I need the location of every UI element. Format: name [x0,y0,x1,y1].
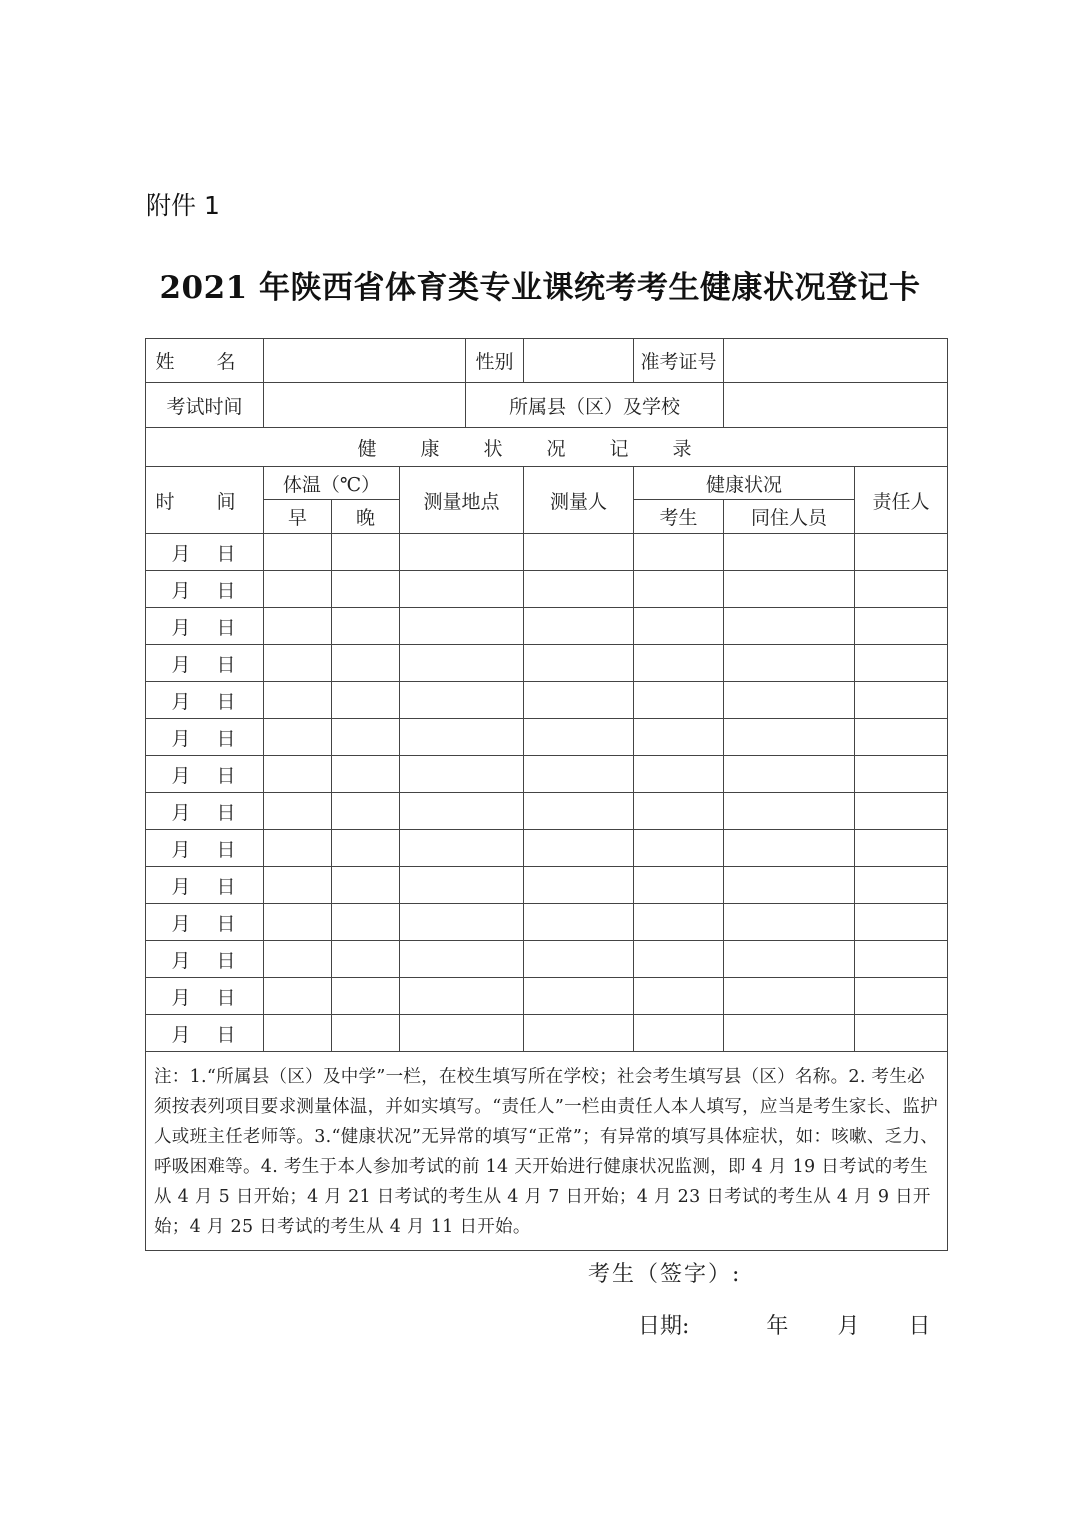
record-responsible-cell[interactable] [855,756,948,793]
record-morning-temp-cell[interactable] [264,830,332,867]
record-morning-temp-cell[interactable] [264,645,332,682]
signature-label: 考生（签字）: [588,1262,742,1287]
record-candidate-status-cell[interactable] [634,756,724,793]
record-morning-temp-cell[interactable] [264,534,332,571]
record-row [146,682,948,719]
record-responsible-cell[interactable] [855,867,948,904]
record-candidate-status-cell[interactable] [634,1015,724,1052]
record-row [146,978,948,1015]
record-cohabitants-status-cell[interactable] [724,534,855,571]
exam-time-label: 考试时间 [146,383,264,428]
record-day-label: 日 [216,986,238,1009]
signature-date [638,1309,930,1340]
record-candidate-status-cell[interactable] [634,904,724,941]
record-cohabitants-status-cell[interactable] [724,719,855,756]
record-cohabitants-status-cell[interactable] [724,941,855,978]
record-row [146,571,948,608]
gender-label: 性别 [466,339,524,383]
record-row [146,830,948,867]
record-responsible-cell[interactable] [855,978,948,1015]
record-month-label: 月 [171,653,193,676]
record-heading-row [146,428,948,467]
record-day-label: 日 [216,875,238,898]
col-measurer-header: 测量人 [524,467,634,534]
record-day-label: 日 [216,727,238,750]
note-row [146,1052,948,1251]
record-candidate-status-cell[interactable] [634,682,724,719]
record-measurer-cell[interactable] [524,571,634,608]
record-measurer-cell[interactable] [524,830,634,867]
gender-field[interactable] [524,339,634,383]
attachment-label: 附件 1 [146,191,220,220]
record-responsible-cell[interactable] [855,645,948,682]
record-month-label: 月 [171,616,193,639]
ticket-field[interactable] [724,339,948,383]
record-candidate-status-cell[interactable] [634,645,724,682]
record-month-label: 月 [171,542,193,565]
record-candidate-status-cell[interactable] [634,534,724,571]
record-responsible-cell[interactable] [855,534,948,571]
record-evening-temp-cell[interactable] [332,867,400,904]
record-month-label: 月 [171,1023,193,1046]
name-field[interactable] [264,339,466,383]
record-responsible-cell[interactable] [855,608,948,645]
county-school-field[interactable] [724,383,948,428]
record-month-label: 月 [171,912,193,935]
col-health-status-header: 健康状况 [634,467,855,500]
record-measurer-cell[interactable] [524,904,634,941]
record-month-label: 月 [171,986,193,1009]
record-location-cell[interactable] [400,682,524,719]
record-day-label: 日 [216,912,238,935]
record-responsible-cell[interactable] [855,571,948,608]
record-location-cell[interactable] [400,904,524,941]
record-location-cell[interactable] [400,756,524,793]
record-location-cell[interactable] [400,1015,524,1052]
record-month-label: 月 [171,801,193,824]
record-location-cell[interactable] [400,534,524,571]
record-location-cell[interactable] [400,941,524,978]
record-responsible-cell[interactable] [855,904,948,941]
date-day: 日 [908,1314,931,1339]
record-candidate-status-cell[interactable] [634,830,724,867]
header-row-1 [146,467,948,500]
date-year: 年 [766,1314,789,1339]
record-cohabitants-status-cell[interactable] [724,793,855,830]
record-measurer-cell[interactable] [524,719,634,756]
record-responsible-cell[interactable] [855,941,948,978]
record-location-cell[interactable] [400,978,524,1015]
record-candidate-status-cell[interactable] [634,571,724,608]
record-morning-temp-cell[interactable] [264,941,332,978]
date-label: 日期: [638,1314,690,1339]
exam-time-field[interactable] [264,383,466,428]
record-date-cell [146,830,264,867]
record-row [146,756,948,793]
record-cohabitants-status-cell[interactable] [724,756,855,793]
record-evening-temp-cell[interactable] [332,904,400,941]
record-date-cell [146,608,264,645]
record-candidate-status-cell[interactable] [634,608,724,645]
record-cohabitants-status-cell[interactable] [724,1015,855,1052]
record-morning-temp-cell[interactable] [264,682,332,719]
record-month-label: 月 [171,579,193,602]
record-measurer-cell[interactable] [524,1015,634,1052]
record-day-label: 日 [216,616,238,639]
record-day-label: 日 [216,690,238,713]
record-day-label: 日 [216,838,238,861]
record-date-cell [146,867,264,904]
record-location-cell[interactable] [400,719,524,756]
ticket-label: 准考证号 [634,339,724,383]
record-morning-temp-cell[interactable] [264,719,332,756]
record-month-label: 月 [171,949,193,972]
col-time-header: 时 间 [146,467,264,534]
record-evening-temp-cell[interactable] [332,719,400,756]
record-morning-temp-cell[interactable] [264,867,332,904]
county-school-label: 所属县（区）及学校 [466,383,724,428]
record-day-label: 日 [216,801,238,824]
record-evening-temp-cell[interactable] [332,830,400,867]
record-candidate-status-cell[interactable] [634,719,724,756]
col-evening-header: 晚 [332,500,400,534]
record-evening-temp-cell[interactable] [332,1015,400,1052]
record-responsible-cell[interactable] [855,719,948,756]
record-measurer-cell[interactable] [524,941,634,978]
record-cohabitants-status-cell[interactable] [724,830,855,867]
record-location-cell[interactable] [400,571,524,608]
record-evening-temp-cell[interactable] [332,793,400,830]
record-evening-temp-cell[interactable] [332,941,400,978]
record-row [146,534,948,571]
record-evening-temp-cell[interactable] [332,756,400,793]
record-date-cell [146,904,264,941]
col-responsible-header: 责任人 [855,467,948,534]
record-month-label: 月 [171,875,193,898]
record-date-cell [146,1015,264,1052]
info-row-2 [146,383,948,428]
record-day-label: 日 [216,764,238,787]
health-record-table [145,338,948,1251]
record-candidate-status-cell[interactable] [634,867,724,904]
record-responsible-cell[interactable] [855,1015,948,1052]
record-location-cell[interactable] [400,793,524,830]
record-day-label: 日 [216,653,238,676]
record-evening-temp-cell[interactable] [332,645,400,682]
record-date-cell [146,534,264,571]
record-evening-temp-cell[interactable] [332,682,400,719]
record-morning-temp-cell[interactable] [264,978,332,1015]
record-cohabitants-status-cell[interactable] [724,867,855,904]
record-date-cell [146,793,264,830]
record-responsible-cell[interactable] [855,682,948,719]
record-day-label: 日 [216,542,238,565]
record-date-cell [146,978,264,1015]
col-morning-header: 早 [264,500,332,534]
record-cohabitants-status-cell[interactable] [724,645,855,682]
record-measurer-cell[interactable] [524,608,634,645]
col-temperature-header: 体温（℃） [264,467,400,500]
record-row [146,941,948,978]
record-evening-temp-cell[interactable] [332,978,400,1015]
record-evening-temp-cell[interactable] [332,571,400,608]
record-cohabitants-status-cell[interactable] [724,571,855,608]
record-morning-temp-cell[interactable] [264,756,332,793]
record-cohabitants-status-cell[interactable] [724,682,855,719]
record-cohabitants-status-cell[interactable] [724,608,855,645]
record-day-label: 日 [216,579,238,602]
name-label: 姓 名 [146,339,264,383]
record-cohabitants-status-cell[interactable] [724,978,855,1015]
record-measurer-cell[interactable] [524,756,634,793]
record-location-cell[interactable] [400,867,524,904]
col-location-header: 测量地点 [400,467,524,534]
record-month-label: 月 [171,690,193,713]
record-responsible-cell[interactable] [855,793,948,830]
record-responsible-cell[interactable] [855,830,948,867]
record-measurer-cell[interactable] [524,793,634,830]
record-morning-temp-cell[interactable] [264,793,332,830]
record-candidate-status-cell[interactable] [634,793,724,830]
record-evening-temp-cell[interactable] [332,608,400,645]
record-candidate-status-cell[interactable] [634,978,724,1015]
record-date-cell [146,756,264,793]
date-month: 月 [837,1314,860,1339]
record-measurer-cell[interactable] [524,682,634,719]
record-morning-temp-cell[interactable] [264,571,332,608]
col-cohabitants-header: 同住人员 [724,500,855,534]
record-month-label: 月 [171,838,193,861]
record-measurer-cell[interactable] [524,978,634,1015]
record-cohabitants-status-cell[interactable] [724,904,855,941]
record-date-cell [146,719,264,756]
record-row [146,867,948,904]
record-row [146,719,948,756]
record-row [146,904,948,941]
record-day-label: 日 [216,1023,238,1046]
record-location-cell[interactable] [400,830,524,867]
record-measurer-cell[interactable] [524,534,634,571]
record-date-cell [146,682,264,719]
record-date-cell [146,645,264,682]
record-morning-temp-cell[interactable] [264,1015,332,1052]
record-measurer-cell[interactable] [524,645,634,682]
record-date-cell [146,571,264,608]
record-evening-temp-cell[interactable] [332,534,400,571]
page-title: 2021 年陕西省体育类专业课统考考生健康状况登记卡 [159,270,921,306]
record-row [146,645,948,682]
record-row [146,793,948,830]
record-date-cell [146,941,264,978]
record-measurer-cell[interactable] [524,867,634,904]
record-day-label: 日 [216,949,238,972]
record-row [146,608,948,645]
record-heading: 健康状况记录 [146,428,948,467]
record-morning-temp-cell[interactable] [264,608,332,645]
note-text: 注：1.“所属县（区）及中学”一栏，在校生填写所在学校；社会考生填写县（区）名称。2. 考生必须按表列项目要求测量体温，并如实填写。“责任人”一栏由责任人本人填写，应当是考生家长、监护人或班主任老师等。3.“健康状况”无异常的填写“正常”；有异常的填写具体症状，如：咳嗽、乏力、呼吸困难等。4. 考生于本人参加考试的前 14 天开始进行健康状况监测，即 4 月 19 日考试的考生从 4 月 5 日开始；4 月 21 日考试的考生从 4 月 7 日开始；4 月 23 日考试的考生从 4 月 9 日开始；4 月 25 日考试的考生从 4 月 11 日开始。 [146,1052,948,1251]
record-month-label: 月 [171,764,193,787]
record-row [146,1015,948,1052]
record-location-cell[interactable] [400,608,524,645]
record-morning-temp-cell[interactable] [264,904,332,941]
record-candidate-status-cell[interactable] [634,941,724,978]
record-month-label: 月 [171,727,193,750]
col-candidate-header: 考生 [634,500,724,534]
record-location-cell[interactable] [400,645,524,682]
info-row-1 [146,339,948,383]
